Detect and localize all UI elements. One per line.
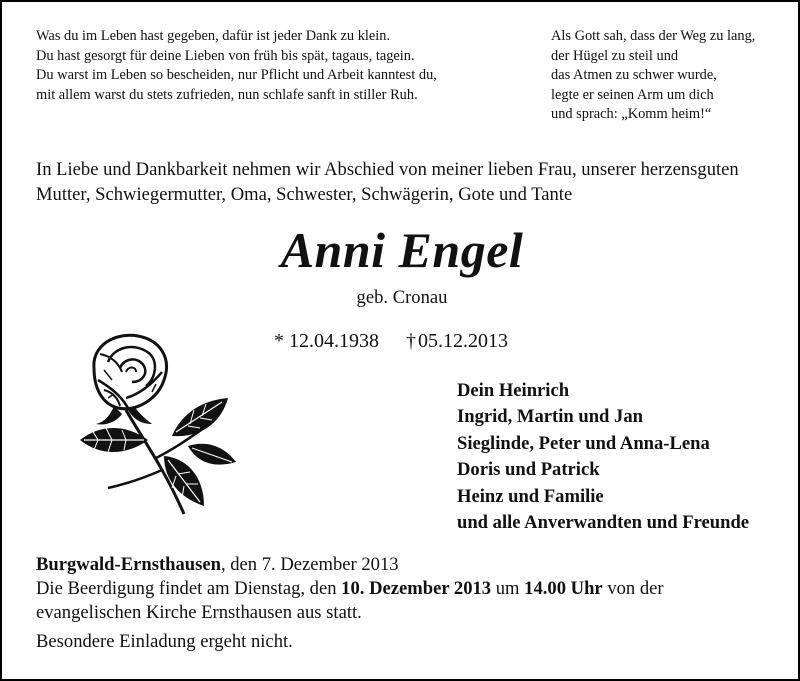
mourner-line: Dein Heinrich: [457, 380, 570, 401]
place-date-line: [36, 553, 786, 577]
place-date: , den 7. Dezember 2013: [220, 554, 399, 575]
mourner-line: Heinz und Familie: [457, 485, 604, 507]
funeral-text: um: [491, 578, 525, 600]
mourner-line: und alle Anverwandten und Freunde: [457, 512, 750, 534]
intro-text: [36, 157, 781, 207]
intro-line: In Liebe und Dankbarkeit nehmen wir Abschied von meiner lieben Frau, unserer herzensguten: [36, 159, 739, 180]
mourners-list: [457, 378, 787, 536]
mourner-line: Ingrid, Martin und Jan: [457, 406, 643, 428]
funeral-time: 14.00 Uhr: [524, 578, 603, 600]
mourner-line: Doris und Patrick: [457, 459, 600, 481]
rose-icon: [64, 328, 250, 528]
life-dates: [274, 328, 574, 354]
poem-left-line: Du hast gesorgt für deine Lieben von früh bis spät, tagaus, tagein.: [36, 47, 415, 64]
funeral-text: Die Beerdigung findet am Dienstag, den: [36, 578, 342, 600]
death-date: 05.12.2013: [418, 330, 508, 352]
invitation-note: Besondere Einladung ergeht nicht.: [36, 630, 293, 652]
place-name: Burgwald-Ernsthausen: [36, 554, 221, 575]
poem-left: [36, 27, 506, 105]
funeral-line-2: evangelischen Kirche Ernsthausen aus statt.: [36, 602, 362, 624]
poem-left-line: Du warst im Leben so bescheiden, nur Pflicht und Arbeit kanntest du,: [36, 67, 437, 84]
poem-right-line: legte er seinen Arm um dich: [551, 86, 714, 103]
funeral-line: [36, 577, 786, 601]
poem-right: [551, 27, 791, 125]
poem-right-line: das Atmen zu schwer wurde,: [551, 67, 717, 84]
funeral-date: 10. Dezember 2013: [341, 578, 492, 600]
intro-line: Mutter, Schwiegermutter, Oma, Schwester, Schwägerin, Gote und Tante: [36, 184, 573, 205]
poem-left-line: Was du im Leben hast gegeben, dafür ist jeder Dank zu klein.: [36, 28, 391, 44]
poem-right-line: Als Gott sah, dass der Weg zu lang,: [551, 28, 756, 44]
birth-date: 12.04.1938: [289, 330, 379, 352]
poem-left-line: mit allem warst du stets zufrieden, nun schlafe sanft in stiller Ruh.: [36, 86, 418, 103]
birth-star-icon: *: [274, 330, 284, 352]
poem-right-line: der Hügel zu steil und: [551, 47, 679, 64]
deceased-name: Anni Engel: [280, 222, 524, 278]
funeral-text: von der: [602, 578, 664, 600]
cross-icon: †: [406, 330, 416, 352]
mourner-line: Sieglinde, Peter und Anna-Lena: [457, 432, 710, 454]
poem-right-line: und sprach: „Komm heim!“: [551, 106, 712, 123]
maiden-name: geb. Cronau: [356, 287, 448, 308]
funeral-info: [36, 553, 786, 654]
